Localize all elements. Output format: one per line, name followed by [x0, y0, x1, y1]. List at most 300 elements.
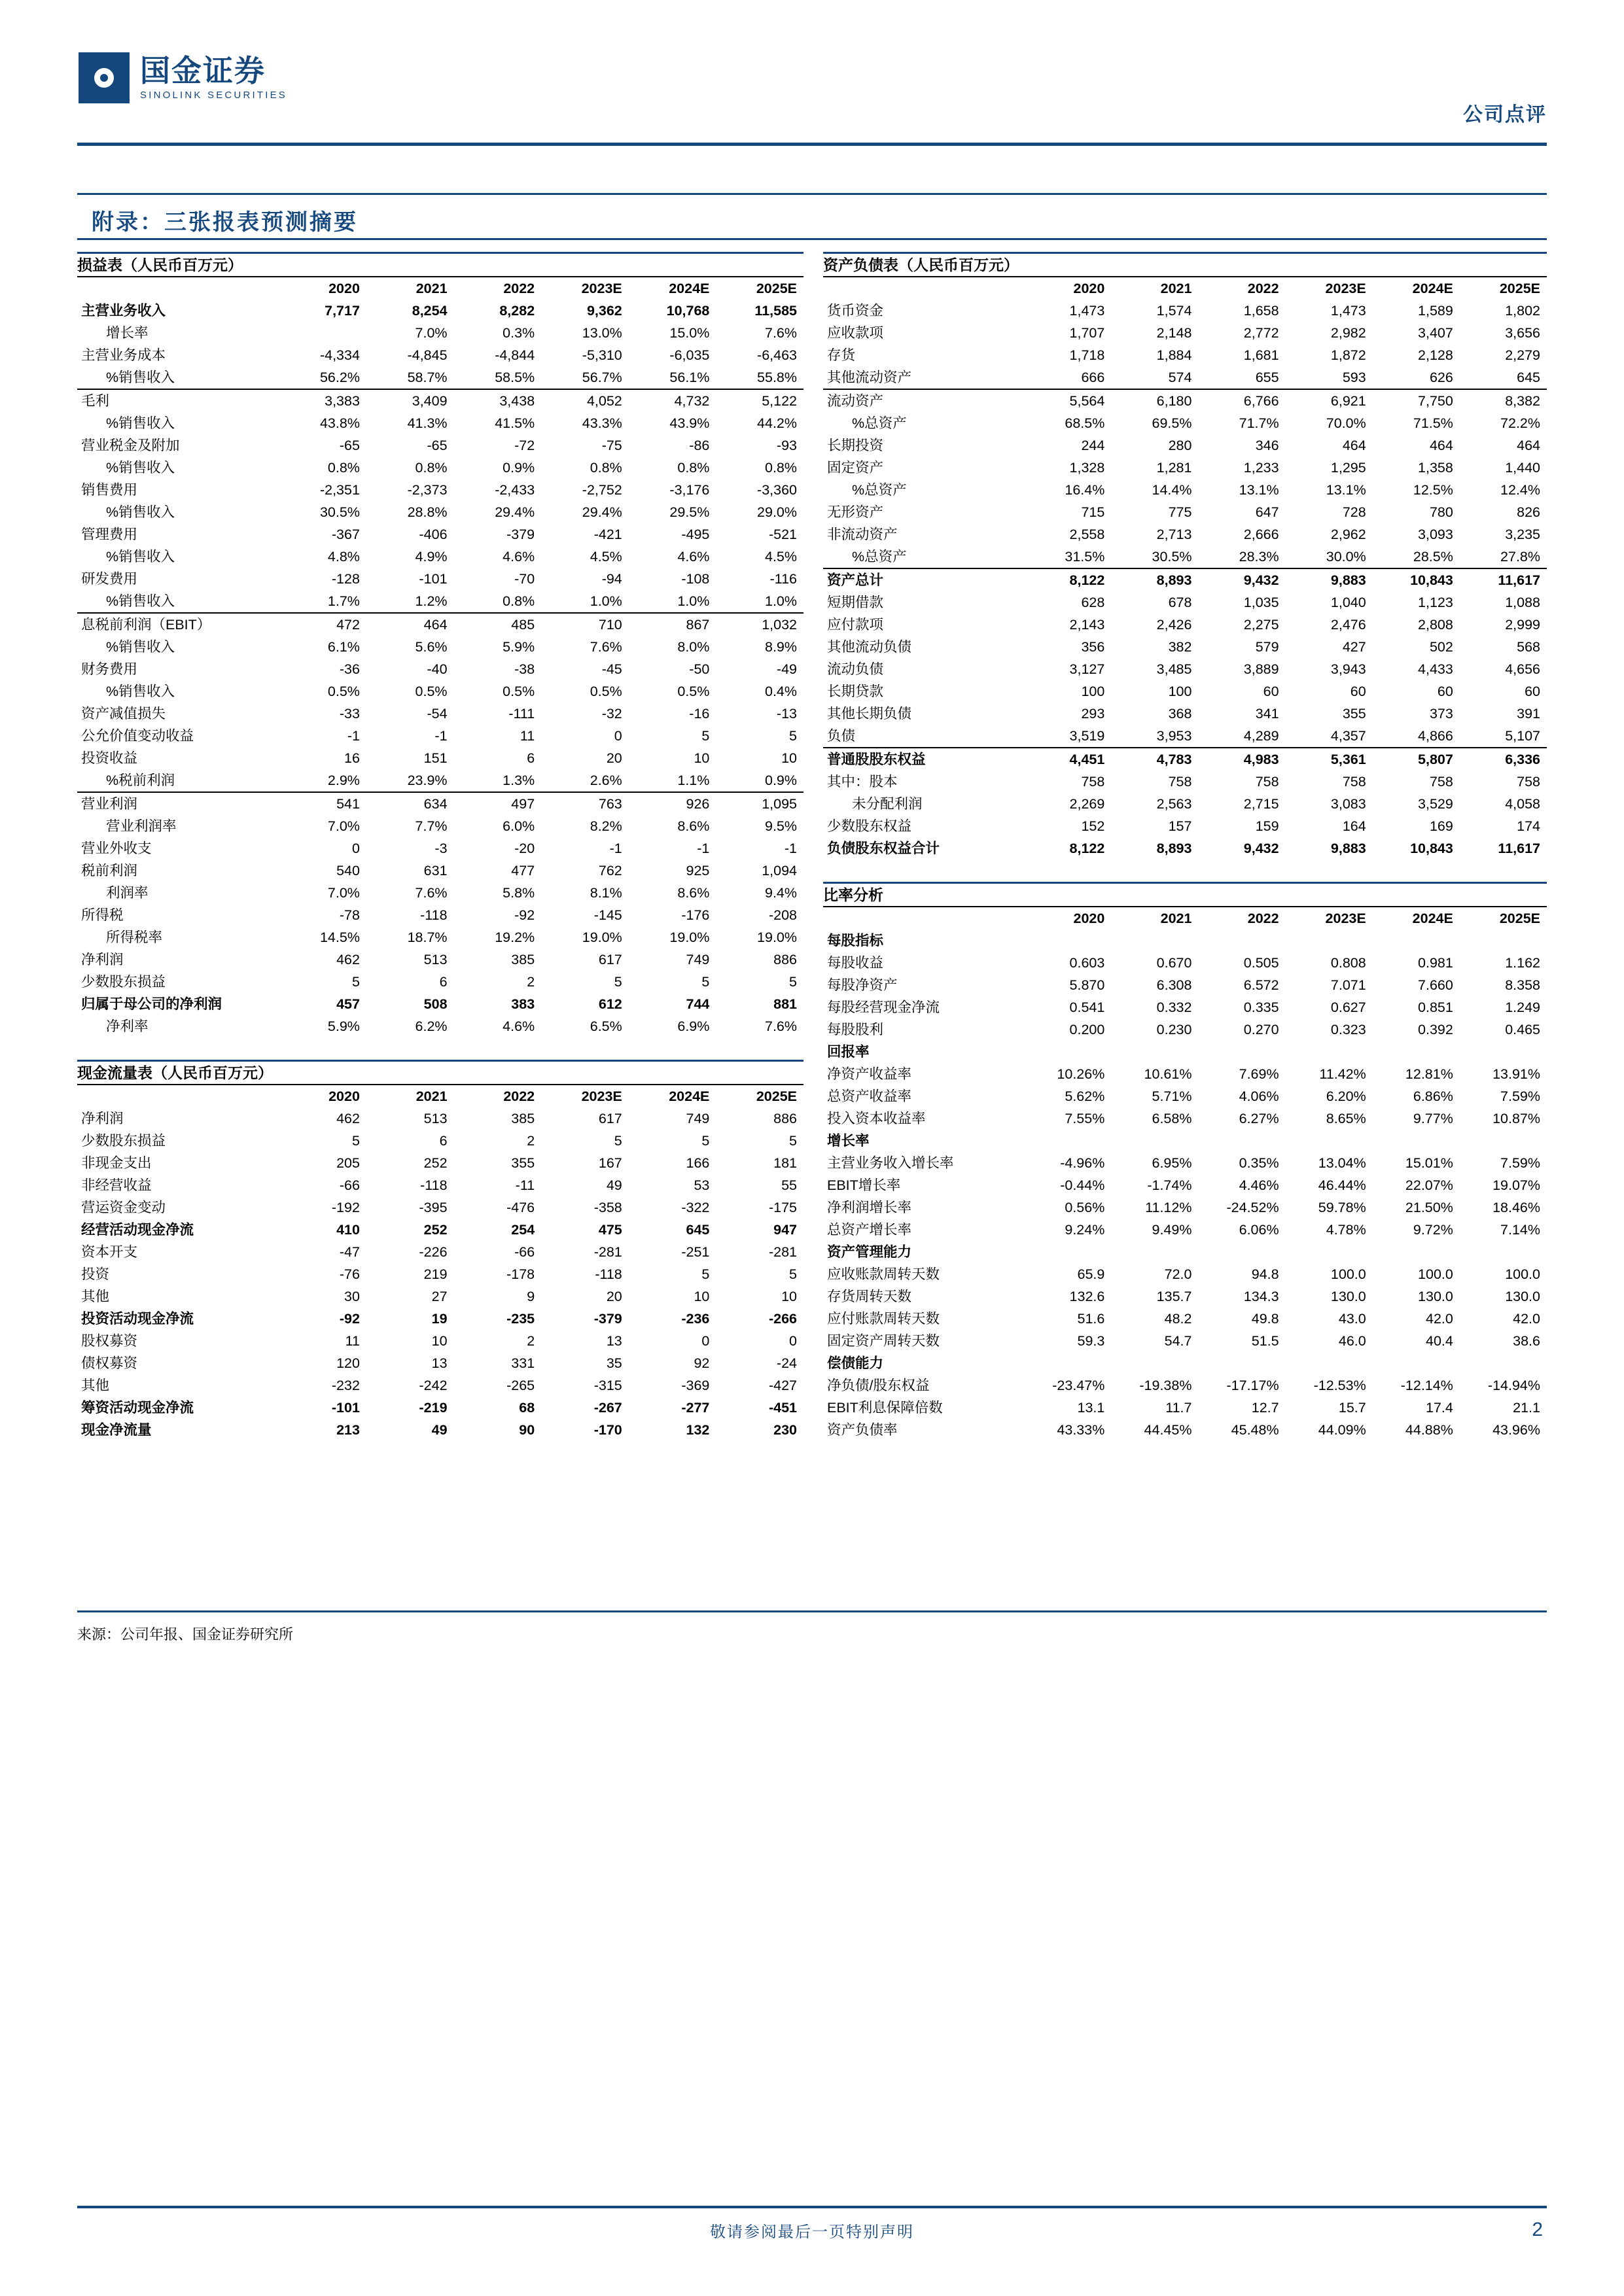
table-row — [823, 1397, 1547, 1419]
table-row — [823, 680, 1547, 703]
year-2024e: 2024E — [669, 1088, 710, 1104]
row-value: -3,176 — [669, 482, 710, 498]
row-value: 19.0% — [669, 930, 710, 945]
row-value: -78 — [339, 907, 360, 923]
row-label: %销售收入 — [106, 504, 175, 520]
income-statement-body — [77, 300, 803, 1037]
row-value: 8.2% — [590, 818, 622, 834]
row-value: 72.0 — [1164, 1266, 1192, 1282]
ratio-group-header — [823, 1041, 1547, 1063]
table-row — [77, 1196, 803, 1219]
row-value: 645 — [1517, 370, 1540, 385]
balance-sheet-body — [823, 300, 1547, 860]
row-value: 157 — [1168, 818, 1192, 834]
row-label: %销售收入 — [106, 684, 175, 699]
year-2024e: 2024E — [669, 281, 710, 296]
row-value: 2,563 — [1156, 796, 1192, 812]
row-value: 758 — [1168, 774, 1192, 790]
row-value: 20 — [606, 1289, 622, 1304]
row-value: 51.6 — [1077, 1311, 1105, 1327]
row-value: -379 — [593, 1311, 622, 1327]
table-title-row — [77, 1061, 803, 1085]
spacer-cell — [1373, 930, 1460, 952]
row-value: 7.660 — [1418, 977, 1453, 993]
row-value: 71.5% — [1413, 415, 1453, 431]
row-value: 46.44% — [1318, 1177, 1366, 1193]
row-value: 135.7 — [1156, 1289, 1192, 1304]
row-value: 626 — [1429, 370, 1453, 385]
row-value: 3,656 — [1505, 325, 1540, 341]
row-value: 1,088 — [1505, 595, 1540, 610]
spacer-cell — [1460, 930, 1547, 952]
row-value: 55.8% — [757, 370, 797, 385]
row-value: 356 — [1081, 639, 1105, 655]
table-row — [77, 389, 803, 412]
row-value: 1,233 — [1243, 460, 1279, 476]
row-value: -38 — [514, 661, 535, 677]
row-value: 9.49% — [1152, 1222, 1192, 1238]
row-value: 134.3 — [1243, 1289, 1279, 1304]
row-value: 43.0 — [1338, 1311, 1366, 1327]
row-value: 464 — [1517, 438, 1540, 453]
spacer-cell — [1286, 1130, 1373, 1152]
row-value: 2,558 — [1069, 527, 1105, 542]
row-value: -116 — [769, 571, 797, 587]
row-value: 2,275 — [1243, 617, 1279, 633]
table-row — [77, 792, 803, 815]
row-value: 58.7% — [407, 370, 448, 385]
row-value: 7.14% — [1500, 1222, 1540, 1238]
row-label: 管理费用 — [81, 527, 138, 542]
row-label: 营业利润 — [77, 792, 279, 815]
row-value: 0.3% — [503, 325, 535, 341]
table-title-row — [823, 883, 1547, 907]
row-value: 94.8 — [1251, 1266, 1279, 1282]
year-2022: 2022 — [1247, 911, 1279, 926]
row-value: 391 — [1517, 706, 1540, 722]
row-label: EBIT利息保障倍数 — [827, 1400, 943, 1416]
row-value: 100 — [1081, 684, 1105, 699]
row-value: 49 — [606, 1177, 622, 1193]
page-number: 2 — [1532, 2219, 1543, 2240]
row-value: -111 — [508, 706, 535, 722]
row-value: 9 — [527, 1289, 535, 1304]
table-row — [77, 523, 803, 546]
row-value: -367 — [331, 527, 360, 542]
row-value: 17.4 — [1425, 1400, 1453, 1416]
table-row — [77, 948, 803, 971]
table-row — [77, 1015, 803, 1037]
row-value: 14.4% — [1152, 482, 1192, 498]
row-value: 13.0% — [582, 325, 622, 341]
row-value: 5.9% — [327, 1018, 360, 1034]
row-value: 8.1% — [590, 885, 622, 901]
row-label: 固定资产周转天数 — [827, 1333, 940, 1349]
section-title-box — [77, 193, 1547, 240]
row-value: 728 — [1342, 504, 1366, 520]
row-value: 462 — [336, 1111, 360, 1126]
row-value: 30.5% — [1152, 549, 1192, 565]
row-value: -3 — [434, 841, 448, 856]
row-value: 132 — [686, 1422, 710, 1438]
row-value: 4.6% — [503, 549, 535, 565]
row-value: 10.87% — [1492, 1111, 1540, 1126]
row-value: 13.91% — [1492, 1066, 1540, 1082]
row-value: 68.5% — [1065, 415, 1105, 431]
row-value: 30.5% — [319, 504, 360, 520]
row-value: 55 — [781, 1177, 797, 1193]
row-value: -226 — [419, 1244, 448, 1260]
row-label: 无形资产 — [827, 504, 884, 520]
row-value: 53 — [694, 1177, 710, 1193]
row-label: 未分配利润 — [852, 796, 923, 812]
table-row — [77, 1174, 803, 1196]
row-value: -2,351 — [319, 482, 360, 498]
row-value: 0.851 — [1418, 1000, 1453, 1015]
row-value: 5.62% — [1065, 1088, 1105, 1104]
row-value: 502 — [1429, 639, 1453, 655]
row-value: 48.2 — [1164, 1311, 1192, 1327]
table-row — [823, 1152, 1547, 1174]
year-2020: 2020 — [1073, 911, 1105, 926]
row-value: 1,095 — [716, 792, 803, 815]
row-value: 3,943 — [1330, 661, 1366, 677]
table-row — [823, 1107, 1547, 1130]
row-value: 4,656 — [1505, 661, 1540, 677]
row-value: 2,999 — [1505, 617, 1540, 633]
row-value: 5 — [789, 1133, 797, 1149]
row-label: 筹资活动现金净流 — [81, 1400, 194, 1416]
row-value: -395 — [419, 1200, 448, 1215]
row-value: -32 — [601, 706, 622, 722]
row-value: 7.59% — [1500, 1155, 1540, 1171]
row-value: 44.2% — [757, 415, 797, 431]
row-label: 非流动资产 — [827, 527, 898, 542]
row-value: -4,845 — [407, 347, 448, 363]
table-row — [823, 412, 1547, 434]
spacer-cell — [1460, 1352, 1547, 1374]
row-value: 2,269 — [1069, 796, 1105, 812]
table-row — [823, 366, 1547, 389]
row-label: 每股收益 — [827, 955, 884, 971]
year-2020: 2020 — [1073, 281, 1105, 296]
row-value: -176 — [681, 907, 710, 923]
row-value: 0.35% — [1239, 1155, 1279, 1171]
row-value: 1.1% — [677, 773, 710, 788]
row-value: 12.7 — [1251, 1400, 1279, 1416]
row-value: 6.1% — [327, 639, 360, 655]
row-label: 股权募资 — [81, 1333, 138, 1349]
row-value: 11.42% — [1319, 1066, 1366, 1082]
row-value: -281 — [768, 1244, 797, 1260]
table-row — [77, 1397, 803, 1419]
row-value: 1,574 — [1156, 303, 1192, 319]
row-value: -93 — [776, 438, 797, 453]
row-value: 3,383 — [279, 389, 366, 412]
spacer-cell — [1373, 1130, 1460, 1152]
row-value: 385 — [511, 1111, 535, 1126]
table-row — [823, 974, 1547, 996]
row-label: 投资收益 — [81, 750, 138, 766]
spacer-cell — [1460, 1241, 1547, 1263]
row-value: 44.09% — [1318, 1422, 1366, 1438]
row-value: 6,180 — [1111, 389, 1198, 412]
row-value: 7,750 — [1373, 389, 1460, 412]
row-label: %销售收入 — [106, 549, 175, 565]
cash-flow-table — [77, 1060, 803, 1441]
row-value: 30 — [344, 1289, 360, 1304]
row-value: 13.1% — [1326, 482, 1366, 498]
table-row — [823, 771, 1547, 793]
row-value: 2,143 — [1069, 617, 1105, 633]
row-value: 15.01% — [1405, 1155, 1453, 1171]
table-row — [823, 1285, 1547, 1308]
row-value: 213 — [336, 1422, 360, 1438]
row-value: 5,564 — [1024, 389, 1111, 412]
table-row — [77, 590, 803, 613]
row-value: 56.7% — [582, 370, 622, 385]
row-label: 息税前利润（EBIT） — [77, 613, 279, 636]
row-value: 8.0% — [677, 639, 710, 655]
row-label: 研发费用 — [81, 571, 138, 587]
ratio-group-label: 偿债能力 — [827, 1355, 884, 1371]
row-value: 7.7% — [415, 818, 448, 834]
row-value: 4,983 — [1198, 748, 1285, 771]
row-value: 5 — [701, 728, 710, 744]
row-value: 1,473 — [1069, 303, 1105, 319]
row-value: -3,360 — [757, 482, 797, 498]
row-value: 5 — [789, 974, 797, 990]
row-value: 7.6% — [764, 1018, 797, 1034]
table-row — [823, 996, 1547, 1018]
row-value: 4.5% — [590, 549, 622, 565]
row-value: -2,373 — [407, 482, 448, 498]
income-statement-table — [77, 252, 803, 1037]
row-value: -45 — [601, 661, 622, 677]
row-value: -49 — [776, 661, 797, 677]
logo-text-en: SINOLINK SECURITIES — [140, 89, 288, 101]
row-value: 6.20% — [1326, 1088, 1366, 1104]
row-value: 8,382 — [1460, 389, 1547, 412]
table-row — [823, 479, 1547, 501]
row-value: -267 — [593, 1400, 622, 1416]
row-value: 3,093 — [1418, 527, 1453, 542]
table-row — [823, 568, 1547, 591]
row-value: 5,807 — [1373, 748, 1460, 771]
row-value: 886 — [773, 952, 797, 967]
row-value: 7.0% — [415, 325, 448, 341]
row-value: 130.0 — [1418, 1289, 1453, 1304]
row-value: 3,485 — [1156, 661, 1192, 677]
cash-flow-body — [77, 1107, 803, 1441]
row-value: 9.4% — [764, 885, 797, 901]
spacer-cell — [1286, 930, 1373, 952]
row-value: 10 — [431, 1333, 448, 1349]
row-label: 债权募资 — [81, 1355, 138, 1371]
row-value: 10 — [694, 750, 710, 766]
row-label: 每股经营现金净流 — [827, 1000, 940, 1015]
row-value: 0.56% — [1065, 1200, 1105, 1215]
row-value: 926 — [629, 792, 716, 815]
row-value: 7,717 — [325, 303, 360, 319]
row-value: 925 — [686, 863, 710, 878]
row-value: 715 — [1081, 504, 1105, 520]
row-value: -65 — [339, 438, 360, 453]
row-value: 11 — [520, 728, 535, 744]
row-label: 毛利 — [77, 389, 279, 412]
row-value: 4,783 — [1111, 748, 1198, 771]
row-value: 49.8 — [1251, 1311, 1279, 1327]
row-value: 5 — [789, 728, 797, 744]
row-value: 0.5% — [677, 684, 710, 699]
row-value: 100.0 — [1505, 1266, 1540, 1282]
row-label: %销售收入 — [106, 593, 175, 609]
row-value: 252 — [423, 1222, 448, 1238]
row-value: -36 — [339, 661, 360, 677]
row-value: 1,589 — [1418, 303, 1453, 319]
row-value: 6.5% — [590, 1018, 622, 1034]
row-value: 3,529 — [1418, 796, 1453, 812]
year-2024e: 2024E — [1412, 281, 1453, 296]
row-value: 11 — [345, 1333, 360, 1349]
row-value: 40.4 — [1425, 1333, 1453, 1349]
row-label: %销售收入 — [106, 370, 175, 385]
row-value: 29.5% — [669, 504, 710, 520]
row-label: 固定资产 — [827, 460, 884, 476]
row-value: 5.8% — [503, 885, 535, 901]
row-value: 355 — [511, 1155, 535, 1171]
row-value: -1 — [784, 841, 797, 856]
row-value: 2 — [527, 1133, 535, 1149]
table-row — [823, 457, 1547, 479]
row-value: 8,254 — [412, 303, 448, 319]
row-value: 181 — [773, 1155, 797, 1171]
spacer-cell — [1198, 1041, 1285, 1063]
year-2022: 2022 — [503, 281, 535, 296]
row-value: 6,921 — [1286, 389, 1373, 412]
row-value: -24 — [776, 1355, 797, 1371]
row-value: 1.7% — [327, 593, 360, 609]
table-row — [823, 837, 1547, 860]
ratio-group-label: 每股指标 — [827, 933, 884, 948]
row-value: 612 — [598, 996, 622, 1012]
row-value: 593 — [1342, 370, 1366, 385]
spacer-cell — [1024, 1352, 1111, 1374]
table-row — [823, 1174, 1547, 1196]
row-value: 385 — [511, 952, 535, 967]
row-value: 647 — [1255, 504, 1279, 520]
table-row — [823, 591, 1547, 614]
ratio-group-label: 资产管理能力 — [827, 1244, 912, 1260]
row-value: -101 — [419, 571, 448, 587]
row-value: 254 — [511, 1222, 535, 1238]
row-value: -40 — [427, 661, 448, 677]
row-label: 应收款项 — [827, 325, 884, 341]
table-row — [823, 546, 1547, 568]
row-value: 341 — [1255, 706, 1279, 722]
row-value: 2,476 — [1330, 617, 1366, 633]
row-value: 43.96% — [1492, 1422, 1540, 1438]
row-value: 8,893 — [1156, 841, 1192, 856]
year-2025e: 2025E — [756, 281, 797, 296]
cash-flow-title: 现金流量表（人民币百万元） — [77, 1064, 273, 1081]
table-row — [823, 344, 1547, 366]
year-2021: 2021 — [415, 281, 448, 296]
row-value: 0.4% — [764, 684, 797, 699]
row-value: -358 — [593, 1200, 622, 1215]
row-value: 7.071 — [1330, 977, 1366, 993]
row-value: 10.61% — [1144, 1066, 1192, 1082]
row-value: -145 — [593, 907, 622, 923]
row-value: 3,409 — [366, 389, 454, 412]
year-2025e: 2025E — [1499, 281, 1540, 296]
row-label: 资产总计 — [823, 568, 1024, 591]
table-row — [823, 1085, 1547, 1107]
row-value: 69.5% — [1152, 415, 1192, 431]
row-value: 1,718 — [1069, 347, 1105, 363]
row-value: 1,802 — [1505, 303, 1540, 319]
row-value: 5,107 — [1505, 728, 1540, 744]
year-2023e: 2023E — [581, 281, 622, 296]
row-value: 9.5% — [764, 818, 797, 834]
row-value: -4,334 — [319, 347, 360, 363]
row-value: 1,440 — [1505, 460, 1540, 476]
table-row — [823, 614, 1547, 636]
row-value: 151 — [423, 750, 448, 766]
row-value: 59.3 — [1077, 1333, 1105, 1349]
row-value: 8,122 — [1069, 841, 1105, 856]
income-statement-title: 损益表（人民币百万元） — [77, 256, 243, 273]
row-value: 130.0 — [1505, 1289, 1540, 1304]
row-label: 流动资产 — [823, 389, 1024, 412]
row-label: 货币资金 — [827, 303, 884, 319]
row-value: 28.8% — [407, 504, 448, 520]
table-row — [77, 1263, 803, 1285]
row-label: 少数股东损益 — [81, 1133, 166, 1149]
footer-disclaimer: 敬请参阅最后一页特别声明 — [710, 2223, 914, 2241]
row-value: 29.0% — [757, 504, 797, 520]
row-value: 1,681 — [1243, 347, 1279, 363]
table-row — [823, 434, 1547, 457]
row-value: 0.627 — [1330, 1000, 1366, 1015]
row-value: -406 — [419, 527, 448, 542]
year-2022: 2022 — [503, 1088, 535, 1104]
row-value: 4,058 — [1505, 796, 1540, 812]
spacer-cell — [1024, 1241, 1111, 1263]
row-value: 92 — [694, 1355, 710, 1371]
row-value: -1 — [609, 841, 622, 856]
row-value: 60 — [1525, 684, 1540, 699]
row-value: -20 — [514, 841, 535, 856]
row-value: 0.5% — [415, 684, 448, 699]
row-label: 总资产增长率 — [827, 1222, 912, 1238]
spacer-cell — [1373, 1241, 1460, 1263]
row-value: 10.26% — [1057, 1066, 1105, 1082]
row-value: 3,083 — [1330, 796, 1366, 812]
row-value: 758 — [1081, 774, 1105, 790]
spacer-cell — [1024, 1041, 1111, 1063]
row-value: -4.96% — [1060, 1155, 1105, 1171]
row-value: 710 — [541, 613, 629, 636]
row-label: 营业外收支 — [81, 841, 152, 856]
row-label: 营运资金变动 — [81, 1200, 166, 1215]
row-value: -11 — [515, 1177, 535, 1193]
row-value: -451 — [768, 1400, 797, 1416]
row-value: 4,433 — [1418, 661, 1453, 677]
row-value: 13.1 — [1077, 1400, 1105, 1416]
row-value: 1.0% — [764, 593, 797, 609]
row-value: -33 — [339, 706, 360, 722]
